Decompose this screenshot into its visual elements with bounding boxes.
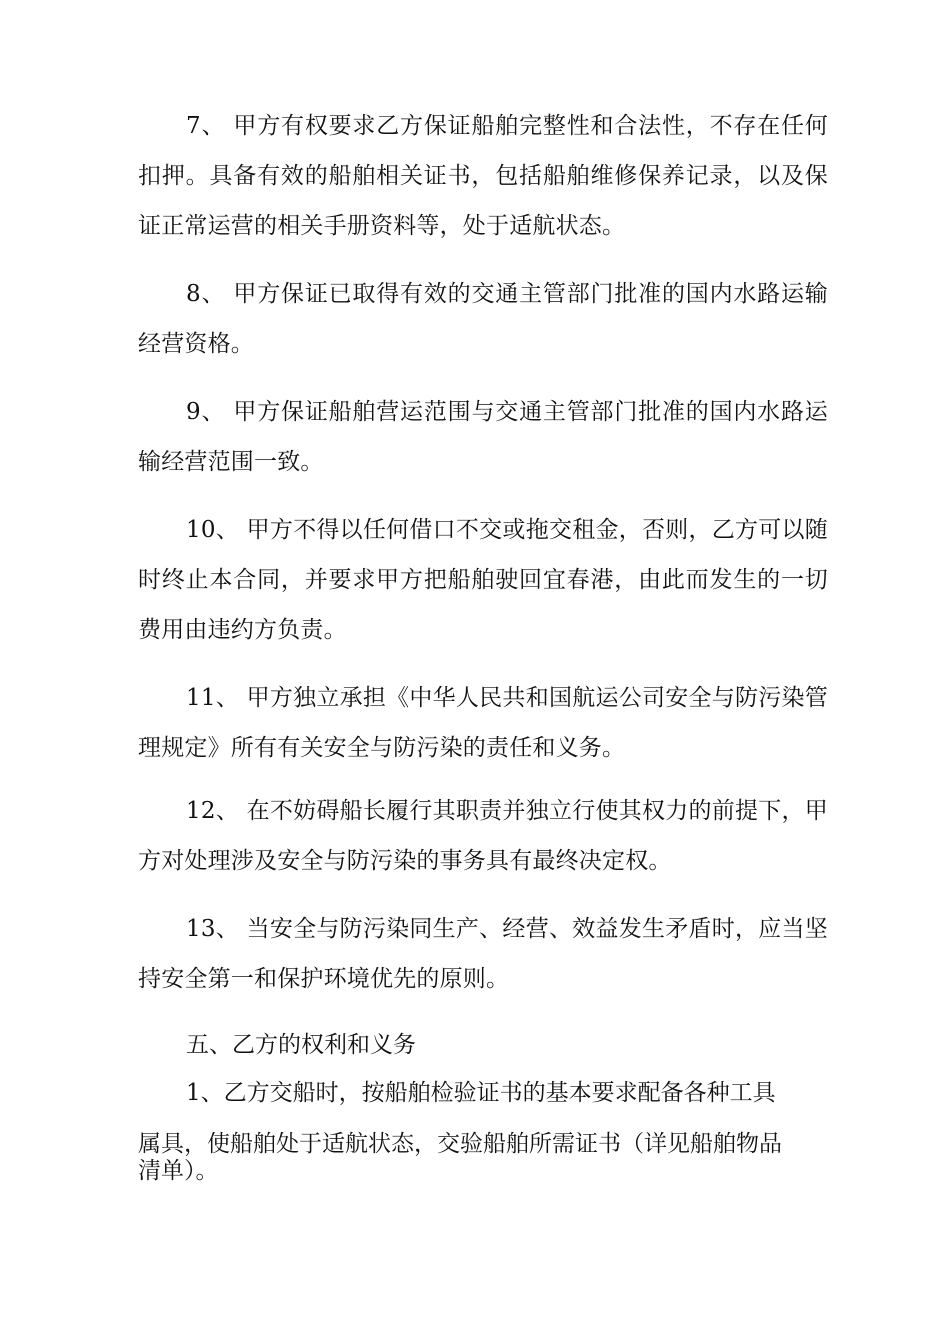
clause-12	[138, 786, 828, 886]
clause-number: 12、	[186, 798, 239, 824]
clause-11	[138, 673, 828, 773]
clause-number: 8、	[186, 281, 226, 307]
clause-7	[138, 101, 828, 251]
clause-text: 甲方有权要求乙方保证船舶完整性和合法性，不存在任何扣押。具备有效的船舶相关证书，包括船舶维修保养记录，以及保证正常运营的相关手册资料等，处于适航状态。	[138, 113, 829, 239]
section-item-line-1: 1、乙方交船时，按船舶检验证书的基本要求配备各种工具	[186, 1080, 776, 1106]
clause-text: 在不妨碍船长履行其职责并独立行使其权力的前提下，甲方对处理涉及安全与防污染的事务具有最终决定权。	[138, 798, 829, 874]
clause-9	[138, 387, 828, 487]
section-heading: 五、乙方的权利和义务	[186, 1032, 416, 1058]
clause-10	[138, 505, 828, 655]
clause-number: 7、	[186, 113, 226, 139]
clause-text: 甲方保证船舶营运范围与交通主管部门批准的国内水路运输经营范围一致。	[138, 399, 829, 475]
clause-text: 甲方不得以任何借口不交或拖交租金，否则，乙方可以随时终止本合同，并要求甲方把船舶驶回宜春港，由此而发生的一切费用由违约方负责。	[138, 517, 829, 643]
clause-text: 当安全与防污染同生产、经营、效益发生矛盾时，应当坚持安全第一和保护环境优先的原则。	[138, 916, 829, 992]
clause-13	[138, 904, 828, 1004]
section-item-line-2: 属具，使船舶处于适航状态，交验船舶所需证书（详见船舶物品	[138, 1131, 782, 1157]
clause-number: 13、	[186, 916, 239, 942]
clause-number: 10、	[186, 517, 239, 543]
section-item-line-3: 清单）。	[138, 1158, 219, 1184]
clause-text: 甲方保证已取得有效的交通主管部门批准的国内水路运输经营资格。	[138, 281, 829, 357]
clause-number: 9、	[186, 399, 226, 425]
clause-text: 甲方独立承担《中华人民共和国航运公司安全与防污染管理规定》所有有关安全与防污染的责任和义务。	[138, 685, 829, 761]
clause-8	[138, 269, 828, 369]
clause-number: 11、	[186, 685, 239, 711]
